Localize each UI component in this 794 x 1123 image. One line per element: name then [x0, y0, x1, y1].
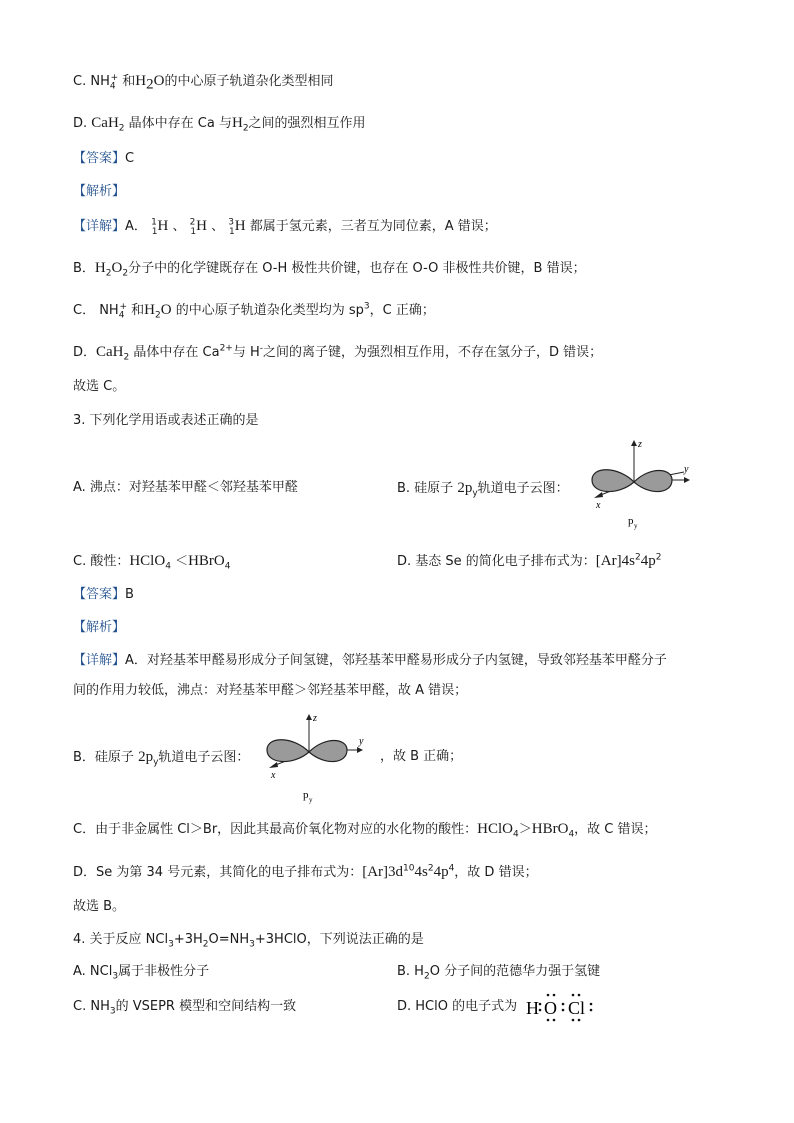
orbital-label: p [628, 515, 634, 527]
q3-detail-a-1: 【详解】A．对羟基苯甲醛易形成分子间氢键，邻羟基苯甲醛易形成分子内氢键，导致邻羟基苯甲醛分子 [73, 653, 667, 668]
y-axis-label: y [684, 464, 689, 475]
q4-option-a: A. NCl$_3$属于非极性分子 [73, 964, 210, 982]
atom-cl: Cl [568, 998, 586, 1018]
orbital-label-2: p [303, 789, 309, 801]
q2-answer: 【答案】C [73, 151, 135, 166]
atom-h: H [526, 998, 539, 1018]
q2-detail-a: 【详解】A． $^1_1$H 、 $^2_1$H 、 $^3_1$H 都属于氢元素，三者互为同位素，A 错误； [73, 217, 497, 237]
x-axis-label: x [596, 500, 601, 511]
q2-detail-b: B．$H_2O_2$分子中的化学键既存在 O-H 极性共价键，也存在 O-O 非极性共价键，B 错误； [73, 260, 586, 279]
orbital-label-sub-2: y [309, 796, 313, 804]
q3-option-c: C. 酸性：HClO$_4$ ＜HBrO$_4$ [73, 553, 231, 572]
q3-analysis-label: 【解析】 [73, 620, 126, 635]
q3-option-b: B. 硅原子 $2p_y$轨道电子云图： [397, 480, 569, 499]
atom-o: O [544, 998, 557, 1018]
q3-detail-c: C．由于非金属性 Cl＞Br，因此其最高价氧化物对应的水化物的酸性：HClO$_4$＞HBrO$_4$，故 C 错误； [73, 821, 657, 840]
q2-analysis-label: 【解析】 [73, 184, 126, 199]
q4-option-d: D. HClO 的电子式为 [397, 999, 518, 1014]
z-axis-label: z [638, 439, 642, 450]
q3-detail-b: B．硅原子 $2p_y$轨道电子云图： [73, 749, 250, 768]
q3-detail-d: D．Se 为第 34 号元素，其简化的电子排布式为：$[Ar]3d^{10}4s^24p^4$，故 D 错误； [73, 863, 538, 880]
q4-stem: 4. 关于反应 $NCl_3+3H_2O=NH_3+3HClO$，下列说法正确的是 [73, 932, 424, 950]
q2-conclusion: 故选 C。 [73, 379, 126, 394]
q3-answer: 【答案】B [73, 587, 134, 602]
p-orbital-figure-2 [262, 712, 374, 808]
q4-option-b: B. $H_2O$ 分子间的范德华力强于氢键 [397, 964, 601, 982]
q3-option-d: D. 基态 Se 的简化电子排布式为：$[Ar]4s^24p^2$ [397, 552, 662, 569]
q2-detail-c: C． $NH_4^+$ 和$H_2O$ 的中心原子轨道杂化类型均为 $sp^3$，C 正确； [73, 301, 435, 321]
q2-option-c: C. $NH_4^+$ 和$H_2O$的中心原子轨道杂化类型相同 [73, 72, 334, 93]
z-axis-label-2: z [313, 713, 317, 724]
q3-detail-a-2: 间的作用力较低，沸点：对羟基苯甲醛＞邻羟基苯甲醛，故 A 错误； [73, 683, 468, 698]
orbital-label-sub: y [634, 522, 638, 530]
q3-conclusion: 故选 B。 [73, 899, 126, 914]
q2-detail-d: D．CaH$_2$ 晶体中存在 $Ca^{2+}$与 H-之间的离子键，为强烈相互作用，不存在氢分子，D 错误； [73, 343, 603, 363]
y-axis-label-2: y [359, 736, 364, 747]
q2-option-d: D. CaH$_2$ 晶体中存在 Ca 与$H_2$之间的强烈相互作用 [73, 115, 366, 134]
p-orbital-figure [588, 438, 698, 534]
q4-option-c: C. $NH_3$的 VSEPR 模型和空间结构一致 [73, 999, 297, 1017]
q3-stem: 3. 下列化学用语或表述正确的是 [73, 413, 259, 428]
q3-option-a: A. 沸点：对羟基苯甲醛＜邻羟基苯甲醛 [73, 480, 298, 495]
q3-detail-b-tail: ，故 B 正确； [380, 749, 463, 764]
x-axis-label-2: x [271, 770, 276, 781]
hclo-electron-formula [524, 990, 598, 1024]
